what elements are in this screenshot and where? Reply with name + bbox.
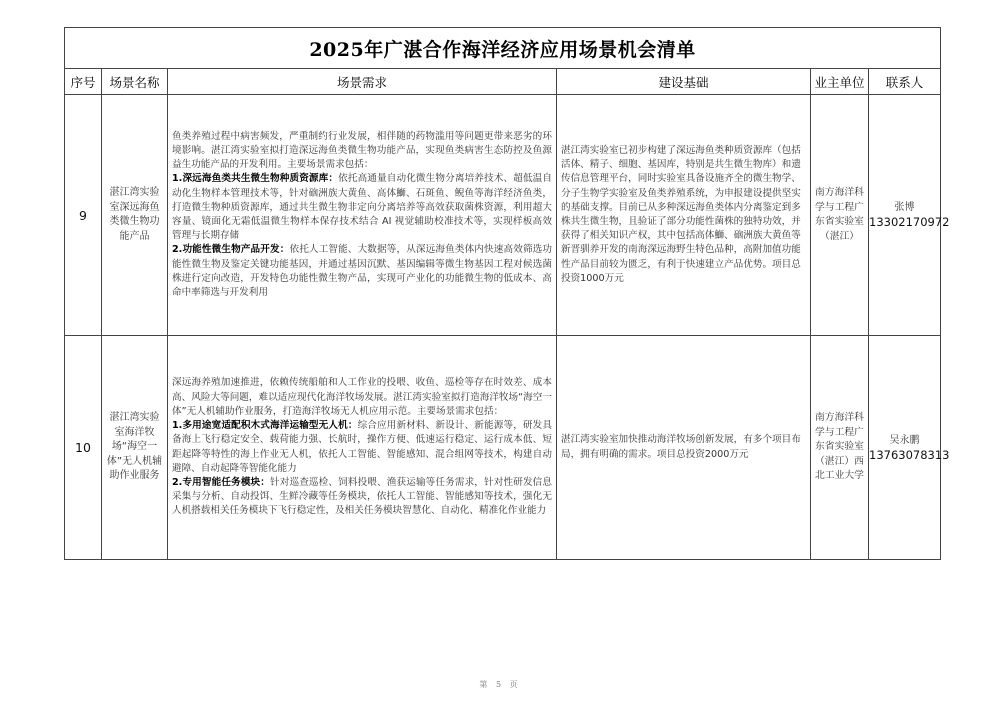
- row-index: 9: [65, 95, 102, 336]
- requirement-item: [172, 172, 552, 243]
- contact-phone: 13302170972: [869, 215, 950, 229]
- contact-cell: [869, 336, 950, 560]
- requirement-item-heading: 2.专用智能任务模块：: [172, 476, 271, 488]
- header-contact: 联系人: [869, 69, 941, 95]
- header-construction-basis: 建设基础: [557, 69, 811, 95]
- requirement-item: [172, 419, 552, 476]
- requirement-item-text: 依托人工智能、大数据等，从深远海鱼类体内快速高效筛选功能性微生物及鉴定关键功能基因，并通过基因沉默、基因编辑等微生物基因工程对候选菌株进行定向改造，开发特色功能性微生物产品，实现可产业化的功能微生物的低成本、高命中率筛选与开发利用: [172, 244, 552, 299]
- header-scene-name: 场景名称: [102, 69, 168, 95]
- header-index: 序号: [65, 69, 102, 95]
- requirement-intro: 鱼类养殖过程中病害频发，严重制约行业发展，相伴随的药物滥用等问题更带来恶劣的环境影响。湛江湾实验室拟打造深远海鱼类微生物功能产品，实现鱼类病害生态防控及鱼源益生功能产品的开发利用。主要场景需求包括：: [172, 130, 552, 171]
- owner-unit: 南方海洋科学与工程广东省实验室（湛江）西北工业大学: [811, 336, 869, 560]
- basis-text: 湛江湾实验室已初步构建了深远海鱼类种质资源库（包括活体、精子、细胞、基因库，特别是共生微生物库）和遗传信息管理平台，同时实验室具备设施齐全的微生物学、分子生物学实验室及鱼类养殖系统，为申报建设提供坚实的基础支撑。目前已从多种深远海鱼类体内分离鉴定到多株共生微生物，且验证了部分功能性菌株的独特功效，并获得了相关知识产权，其中包括高体鰤、硇洲族大黄鱼等新晋驯养开发的南海深远海野生特色品种，高附加值功能性产品目前较为匮乏，有利于快速建立产品优势。项目总投资1000万元: [561, 144, 801, 284]
- requirement-item-heading: 1.多用途宽适配积木式海洋运输型无人机：: [172, 420, 358, 432]
- requirement-item-text: 综合应用新材料、新设计、新能源等，研发具备海上飞行稳定安全、载荷能力强、长航时，操作方便、低速运行稳定、运行成本低、短距起降等特性的海上作业无人机，依托人工智能、智能感知、混合组网等技术，构建自动避障、自动起降等智能化能力: [172, 420, 552, 474]
- requirement-item-heading: 2.功能性微生物产品开发：: [172, 244, 290, 256]
- scene-name: 湛江湾实验室深远海鱼类微生物功能产品: [102, 95, 168, 336]
- table-header-row: [65, 69, 941, 95]
- owner-unit: 南方海洋科学与工程广东省实验室（湛江）: [811, 95, 869, 336]
- contact-phone: 13763078313: [869, 447, 950, 462]
- contact-cell: [869, 95, 950, 336]
- scene-requirement: [168, 336, 557, 560]
- requirement-item-text: 依托高通量自动化微生物分离培养技术、超低温自动化生物样本管理技术等，针对硇洲族大黄鱼、高体鰤、石斑鱼、鲵鱼等海洋经济鱼类，打造微生物种质资源库，通过共生微生物非定向分离培养等高效获取菌株资源，利用超大容量、镜面化无霜低温微生物样本保存技术结合 AI 视觉辅助校准技术等，实现样板高效管理与长期存储: [172, 173, 552, 242]
- basis-text: 湛江湾实验室加快推动海洋牧场创新发展，有多个项目布局，拥有明确的需求。项目总投资2000万元: [561, 434, 801, 460]
- header-scene-requirement: 场景需求: [168, 69, 557, 95]
- row-index: 10: [65, 336, 102, 560]
- scene-requirement: [168, 95, 557, 336]
- page-number: 第 5 页: [479, 680, 521, 689]
- requirement-item-heading: 1.深远海鱼类共生微生物种质资源库：: [172, 173, 339, 185]
- document-title: 2025年广湛合作海洋经济应用场景机会清单: [65, 28, 941, 69]
- contact-name: 吴永鹏: [889, 434, 920, 446]
- requirement-item-text: 针对巡查巡检、饲料投喂、渔获运输等任务需求，针对性研发信息采集与分析、自动投饵、生鲜冷藏等任务模块，依托人工智能、智能感知等技术，强化无人机搭载相关任务模块下飞行稳定性，及相关任务模块智慧化、自动化、精准化作业能力: [172, 476, 552, 517]
- header-owner-unit: 业主单位: [811, 69, 869, 95]
- construction-basis: [557, 336, 811, 560]
- opportunity-list-sheet: [64, 27, 950, 560]
- requirement-item: [172, 243, 552, 300]
- contact-name: 张博: [894, 202, 915, 213]
- requirement-item: [172, 476, 552, 519]
- opportunity-table: [64, 27, 950, 560]
- table-row: [65, 336, 941, 560]
- requirement-intro: 深远海养殖加速推进，依赖传统船舶和人工作业的投喂、收鱼、巡检等存在时效差、成本高、风险大等问题，难以适应现代化海洋牧场发展。湛江湾实验室拟打造海洋牧场“海空一体”无人机辅助作业服务，打造海洋牧场无人机应用示范。主要场景需求包括：: [172, 377, 552, 417]
- construction-basis: [557, 95, 811, 336]
- table-row: [65, 95, 941, 336]
- scene-name: 湛江湾实验室海洋牧场“海空一体”无人机辅助作业服务: [102, 336, 168, 560]
